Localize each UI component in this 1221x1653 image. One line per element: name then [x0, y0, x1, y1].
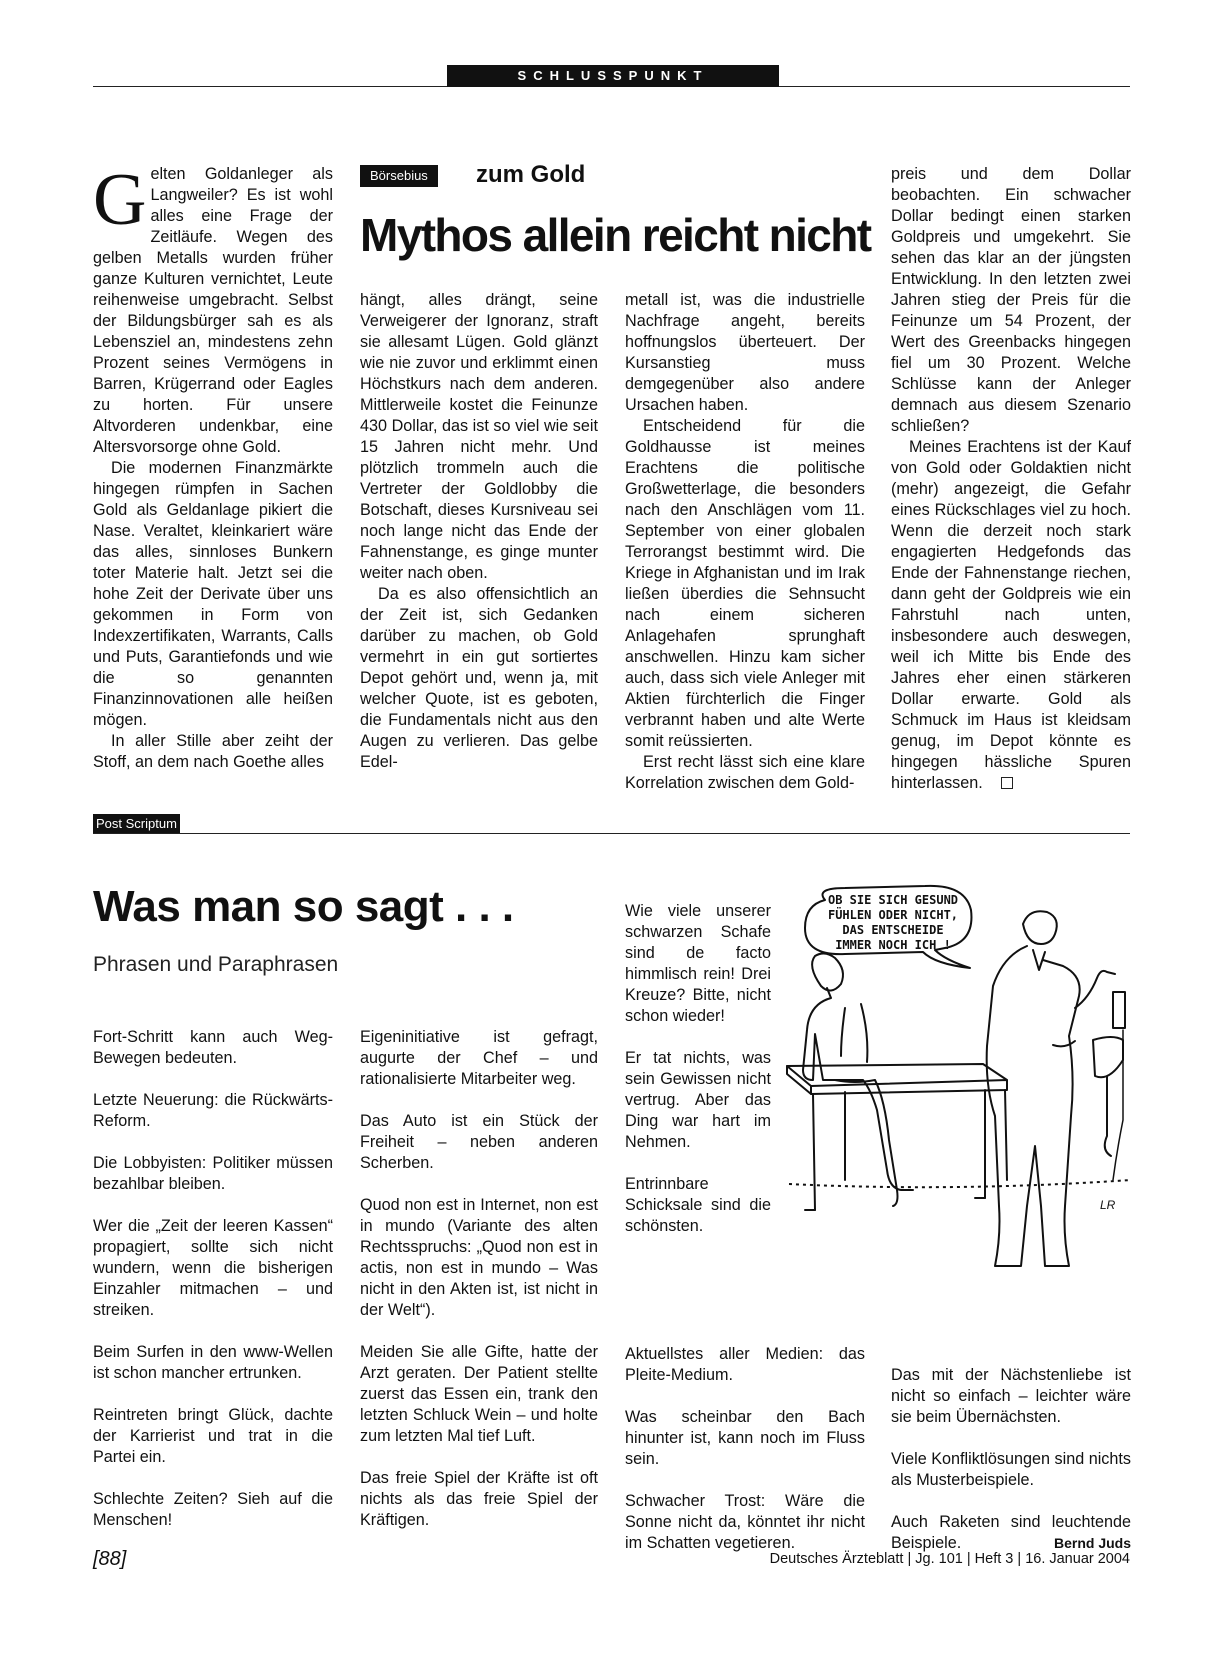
column-tag: Börsebius — [360, 165, 438, 187]
aphorism-column-3-top — [625, 901, 771, 1258]
speech-bubble-text — [818, 893, 968, 953]
end-mark-icon — [1001, 777, 1013, 789]
aphorism: Das Auto ist ein Stück der Freiheit – neben anderen Scherben. — [360, 1112, 598, 1172]
aphorism: Das mit der Nächstenliebe ist nicht so einfach – leichter wäre sie beim Übernächsten. — [891, 1366, 1131, 1426]
aphorism: Wer die „Zeit der leeren Kassen“ propagiert, sollte sich nicht wundern, wenn die bisherigen Einzahler mitmachen – und streiken. — [93, 1217, 333, 1319]
article-column-2 — [360, 290, 598, 773]
aphorism: Auch Raketen sind leuchtende Beispiele. — [891, 1513, 1131, 1552]
journal-name: Deutsches Ärzteblatt — [769, 1551, 904, 1567]
article-paragraph: Meines Erachtens ist der Kauf von Gold oder Goldaktien nicht (mehr) angezeigt, die Gefahr eines Rückschlages viel zu hoch. Wenn die derzeit noch stark engagierten Hedgefonds das Ende der Fahnenstange riechen, dann geht der Goldpreis wie ein Fahrstuhl nach unten, insbesondere auch deswegen, weil ich Mitte bis Ende des Jahres eher einen stärkeren Dollar erwarte. Gold als Schmuck im Haus ist kleidsam genug, im Depot könnte es hingegen hässliche Spuren hinterlassen. — [891, 438, 1131, 792]
section-label: SCHLUSSPUNKT — [447, 65, 779, 87]
article-column-1 — [93, 159, 333, 773]
article-paragraph: hängt, alles drängt, seine Verweigerer der Ignoranz, straft sie allesamt Lügen. Gold glänzt wie nie zuvor und erklimmt einen Höchstkurs nach dem anderen. Mittlerweile kostet die Feinunze 430 Dollar, das ist so viel wie seit 15 Jahren nicht mehr. Und plötzlich trommeln auch die Vertreter der Goldlobby die Botschaft, dieses Kursniveau sei noch lange nicht das Ende der Fahnenstange, es ginge munter weiter nach oben. — [360, 291, 598, 582]
aphorism: Beim Surfen in den www-Wellen ist schon mancher ertrunken. — [93, 1343, 333, 1382]
patient-figure — [812, 953, 843, 990]
aphorism: Eigeninitiative ist gefragt, augurte der Chef – und rationalisierte Mitarbeiter weg. — [360, 1028, 598, 1088]
article-paragraph: Erst recht lässt sich eine klare Korrelation zwischen dem Gold- — [625, 753, 865, 792]
aphorism: Was scheinbar den Bach hinunter ist, kann noch im Fluss sein. — [625, 1408, 865, 1468]
journal-date: 16. Januar 2004 — [1025, 1551, 1130, 1567]
journal-issue: Heft 3 — [974, 1551, 1014, 1567]
aphorism-column-1 — [93, 1027, 333, 1552]
article-paragraph: In aller Stille aber zeiht der Stoff, an dem nach Goethe alles — [93, 732, 333, 771]
sink — [1093, 1037, 1123, 1156]
section-tag: Post Scriptum — [93, 814, 180, 833]
speech-line: DAS ENTSCHEIDE — [842, 923, 944, 937]
speech-line: OB SIE SICH GESUND — [827, 893, 959, 907]
aphorism: Die Lobbyisten: Politiker müssen bezahlbar bleiben. — [93, 1154, 333, 1193]
journal-footer: Deutsches Ärzteblatt | Jg. 101 | Heft 3 | 16. Januar 2004 — [769, 1551, 1130, 1567]
speech-line: IMMER NOCH ICH ! — [835, 938, 951, 952]
aphorism: Er tat nichts, was sein Gewissen nicht vertrug. Aber das Ding war hart im Nehmen. — [625, 1049, 771, 1151]
author-name: Bernd Juds — [1053, 1535, 1131, 1551]
postscript-title: Was man so sagt . . . — [93, 882, 514, 931]
aphorism: Quod non est in Internet, non est in mundo (Variante des alten Rechtsspruchs: „Quod non est in actis, non est in mundo – Was nicht in den Akten ist, ist nicht in der Welt“). — [360, 1196, 598, 1319]
cartoon-signature: LR — [1100, 1198, 1116, 1212]
article-paragraph: preis und dem Dollar beobachten. Ein schwacher Dollar bedingt einen starken Goldpreis und umgekehrt. Sie sehen das klar an der jüngsten Entwicklung. In den letzten zwei Jahren stieg der Preis für die Feinunze um 54 Prozent, der Wert des Greenbacks hingegen fiel um 30 Prozent. Welche Schlüsse kann der Anleger demnach aus diesem Szenario schließen? — [891, 165, 1131, 435]
drop-cap: G — [93, 159, 147, 241]
aphorism: Schlechte Zeiten? Sieh auf die Menschen! — [93, 1490, 333, 1529]
aphorism: Schwacher Trost: Wäre die Sonne nicht da, könntet ihr nicht im Schatten vegetieren. — [625, 1492, 865, 1552]
aphorism-column-4 — [891, 1365, 1131, 1554]
aphorism: Entrinnbare Schicksale sind die schönsten. — [625, 1175, 771, 1235]
article-paragraph: Die modernen Finanzmärkte hingegen rümpfen in Sachen Gold als Geldanlage pikiert die Nase. Veraltet, kleinkariert wäre das alles, sinnloses Bunkern toter Materie halt. Jetzt sei die hohe Zeit der Derivate über uns gekommen in Form von Indexzertifikaten, Warrants, Calls und Puts, Garantiefonds und wie die so genannten Finanzinnovationen alle heißen mögen. — [93, 459, 333, 729]
aphorism-column-2 — [360, 1027, 598, 1552]
article-title: Mythos allein reicht nicht — [360, 209, 871, 261]
doctor-figure — [1023, 911, 1057, 944]
postscript-rule — [93, 833, 1130, 834]
aphorism: Fort-Schritt kann auch Weg-Bewegen bedeuten. — [93, 1028, 333, 1067]
aphorism: Letzte Neuerung: die Rückwärts-Reform. — [93, 1091, 333, 1130]
page-number: [88] — [93, 1548, 127, 1570]
aphorism-column-3-bottom — [625, 1344, 865, 1575]
article-paragraph: elten Goldanleger als Langweiler? Es ist wohl alles eine Frage der Zeitläufe. Wegen des gelben Metalls wurden früher ganze Kulturen vernichtet, Leute reihenweise umgebracht. Selbst der Bildungsbürger sah es als Lebensziel an, mindestens zehn Prozent seines Vermögens in Barren, Krügerrand oder Eagles zu horten. Für unsere Altvorderen undenkbar, eine Altersvorsorge ohne Gold. — [93, 165, 333, 456]
article-column-4 — [891, 164, 1131, 794]
article-column-3 — [625, 290, 865, 794]
aphorism: Viele Konfliktlösungen sind nichts als Musterbeispiele. — [891, 1450, 1131, 1489]
article-paragraph: metall ist, was die industrielle Nachfrage angeht, bereits hoffnungslos überteuert. Der Kursanstieg muss demgegenüber also andere Ursachen haben. — [625, 291, 865, 414]
aphorism: Wie viele unserer schwarzen Schafe sind de facto himmlisch rein! Drei Kreuze? Bitte, nicht schon wieder! — [625, 902, 771, 1025]
journal-volume: Jg. 101 — [915, 1551, 963, 1567]
article-paragraph: Entscheidend für die Goldhausse ist meines Erachtens die politische Großwetterlage, die besonders nach den Anschlägen vom 11. September von einer globalen Terrorangst bestimmt wird. Die Kriege in Afghanistan und im Irak ließen überdies die Sehnsucht nach einem sicheren Anlagehafen sprunghaft anschwellen. Hinzu kam sicher auch, dass sich viele Anleger mit Aktien fürchterlich die Finger verbrannt haben und alte Werte somit reüssierten. — [625, 417, 865, 750]
aphorism: Meiden Sie alle Gifte, hatte der Arzt geraten. Der Patient stellte zuerst das Essen ein, trank den letzten Schluck Wein – und holte zum letzten Mal tief Luft. — [360, 1343, 598, 1445]
postscript-subtitle: Phrasen und Paraphrasen — [93, 953, 339, 976]
article-paragraph: Da es also offensichtlich an der Zeit ist, sich Gedanken darüber zu machen, ob Gold vermehrt in ein gut sortiertes Depot gehört und, wenn ja, mit welcher Quote, ist es geboten, die Fundamentals nicht aus den Augen zu verlieren. Das gelbe Edel- — [360, 585, 598, 771]
aphorism: Das freie Spiel der Kräfte ist oft nichts als das freie Spiel der Kräftigen. — [360, 1469, 598, 1529]
aphorism: Reintreten bringt Glück, dachte der Karrierist und trat in die Partei ein. — [93, 1406, 333, 1466]
aphorism: Aktuellstes aller Medien: das Pleite-Medium. — [625, 1345, 865, 1384]
article-kicker: zum Gold — [476, 161, 586, 188]
speech-line: FÜHLEN ODER NICHT, — [827, 908, 959, 922]
